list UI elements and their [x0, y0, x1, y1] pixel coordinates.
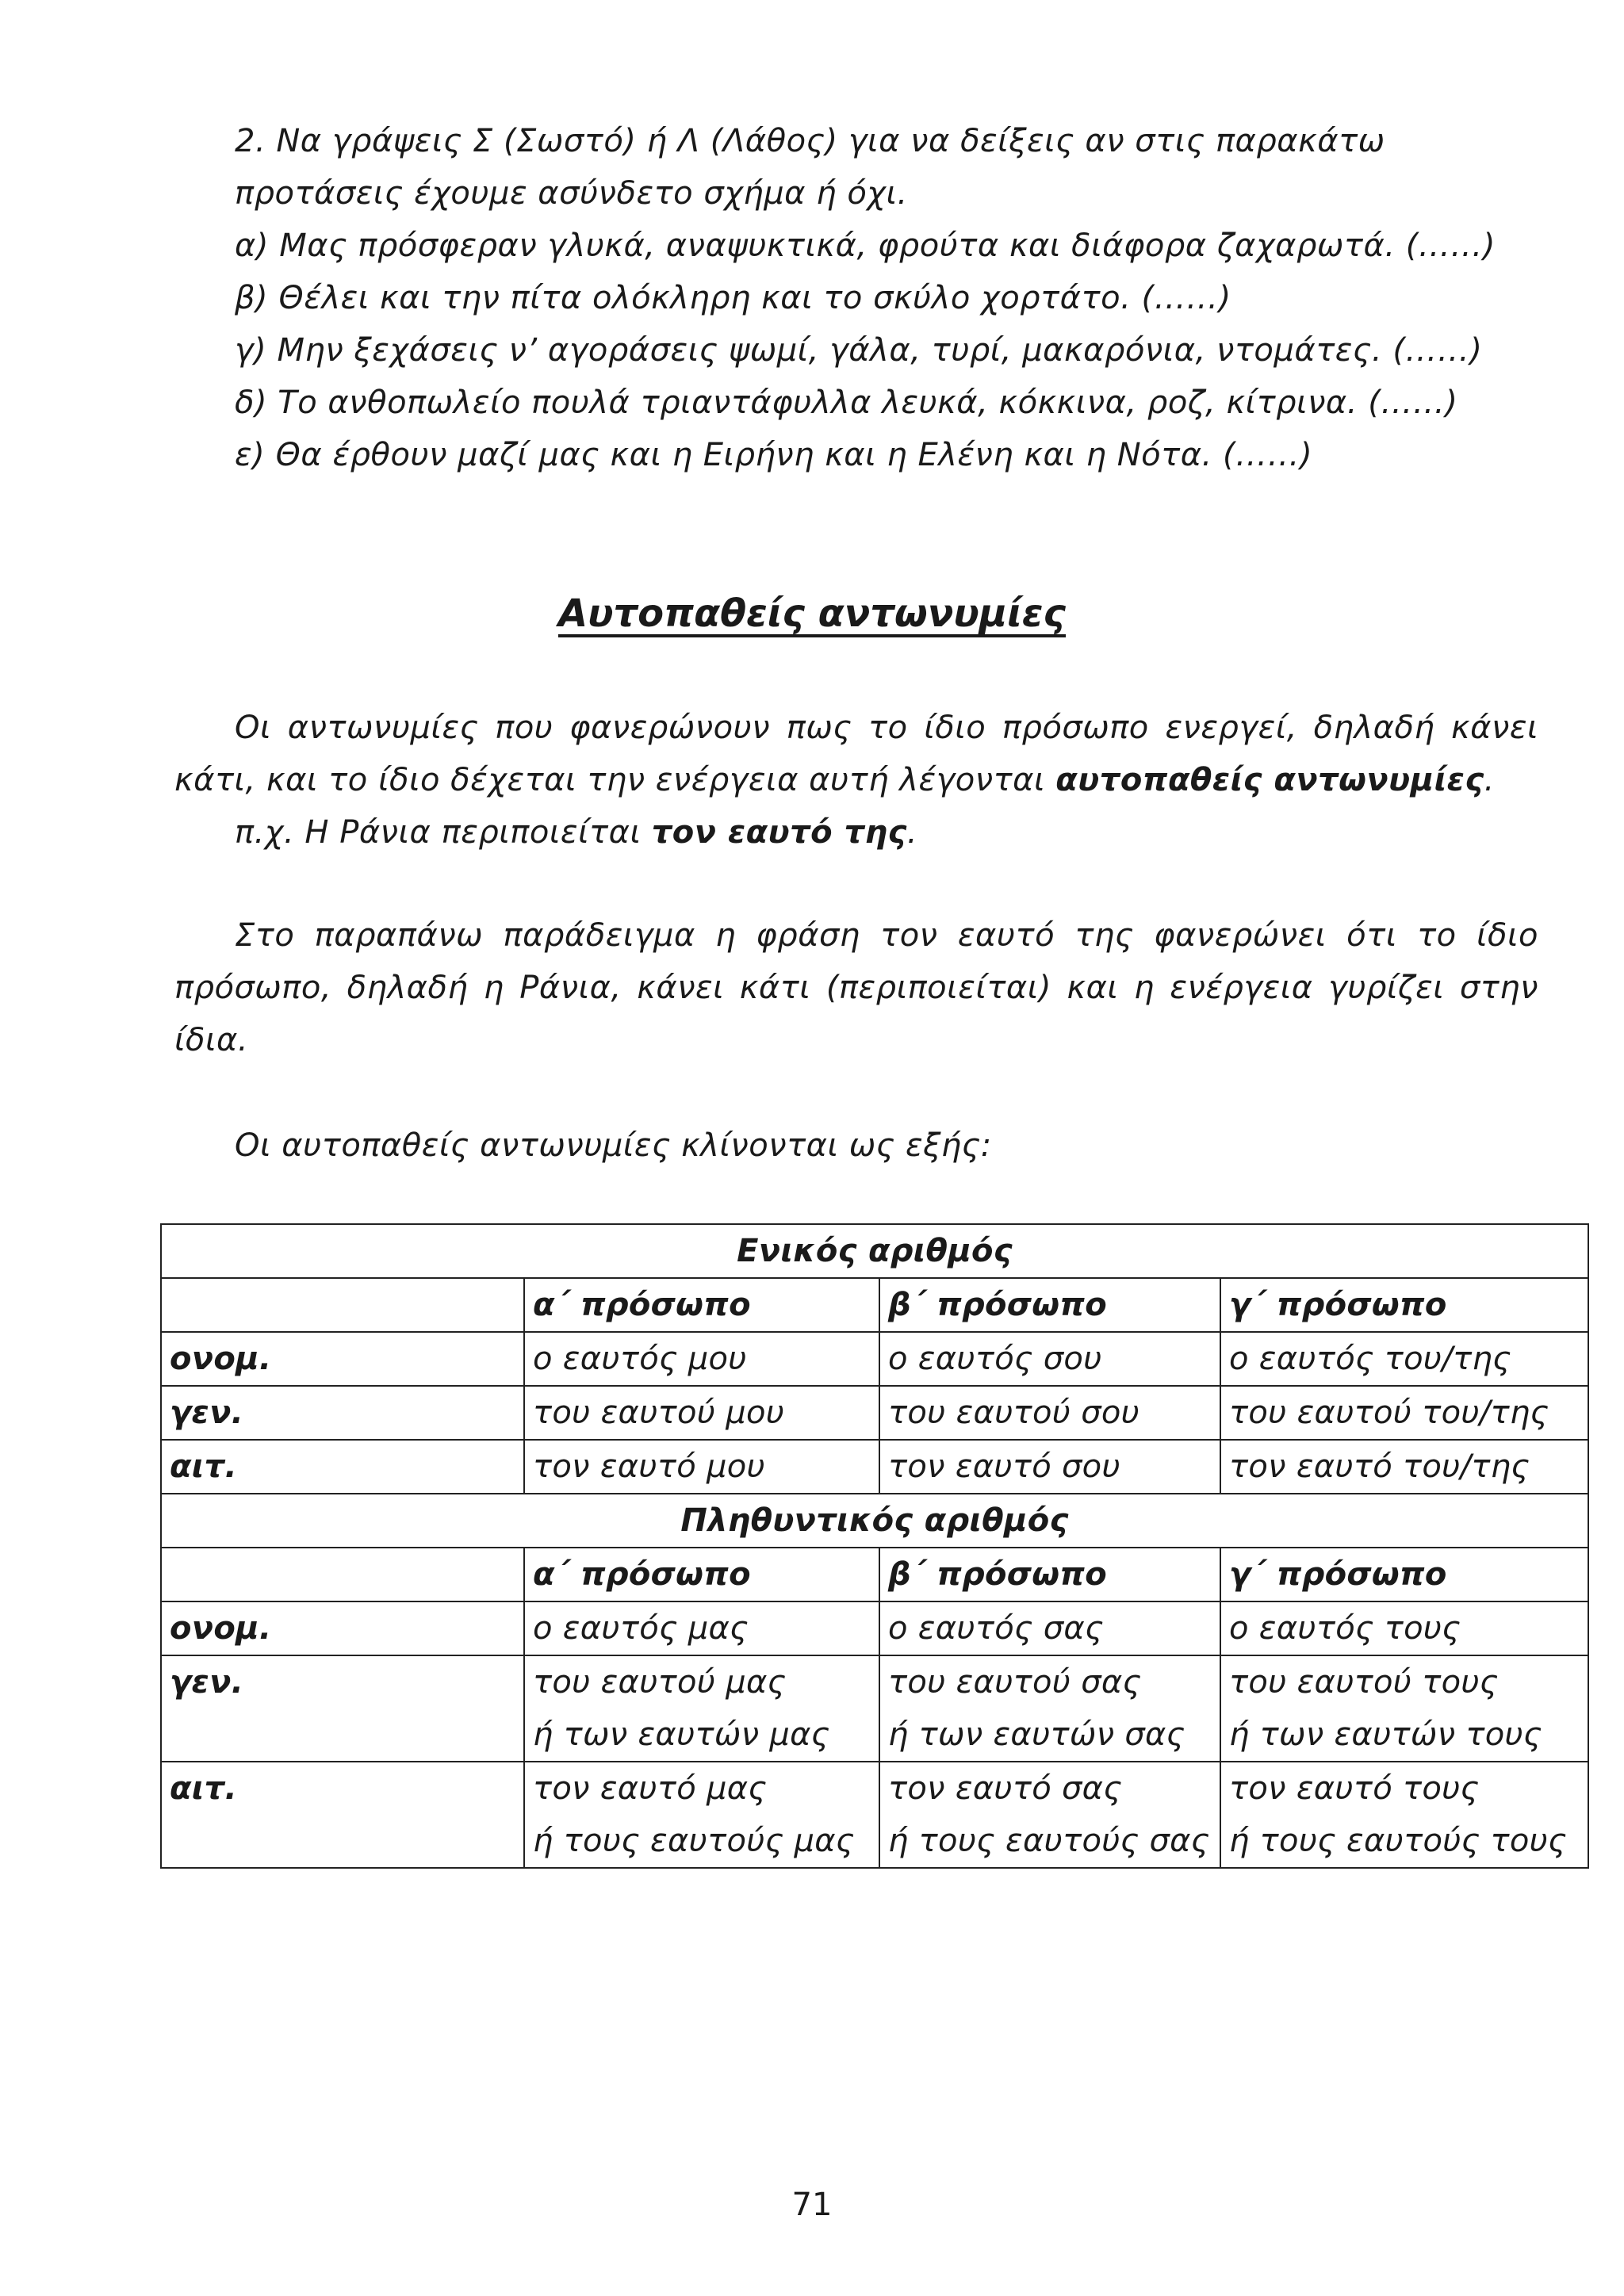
cell-line: τον εαυτό σας [888, 1770, 1123, 1807]
cell-line: ή τους εαυτούς σας [888, 1823, 1210, 1859]
example-term: τον εαυτό της [651, 814, 907, 851]
singular-title-row [161, 1224, 1588, 1278]
cell-line: του εαυτού τους [1229, 1664, 1499, 1701]
exercise-item-c: γ) Μην ξεχάσεις ν’ αγοράσεις ψωμί, γάλα, τυρί, μακαρόνια, ντομάτες. (……) [235, 332, 1483, 369]
table-cell: ο εαυτός σου [879, 1332, 1220, 1386]
example-prefix: π.χ. Η Ράνια περιποιείται [235, 814, 652, 851]
cell-line: ή των εαυτών σας [888, 1716, 1185, 1753]
singular-header-row [161, 1278, 1588, 1332]
table-cell [879, 1762, 1220, 1868]
table-row [161, 1440, 1588, 1494]
explanation-start: Στο παραπάνω παράδειγμα η φράση [235, 917, 881, 954]
exercise-prompt-line-1: 2. Να γράψεις Σ (Σωστό) ή Λ (Λάθος) για να δείξεις αν στις παρακάτω [235, 123, 1385, 159]
exercise-item-b: β) Θέλει και την πίτα ολόκληρη και το σκύλο χορτάτο. (……) [235, 280, 1231, 316]
explanation-phrase: τον εαυτό της [880, 917, 1134, 954]
person-1-header: α΄ πρόσωπο [524, 1548, 879, 1601]
table-cell [524, 1655, 879, 1762]
table-row [161, 1332, 1588, 1386]
plural-header-row [161, 1548, 1588, 1601]
explanation-end: φανερώνει ότι το ίδιο πρόσωπο, δηλαδή η Ράνια, κάνει κάτι (περιποιείται) και η ενέργεια γυρίζει στην ίδια. [174, 917, 1539, 1058]
case-label: αιτ. [161, 1440, 524, 1494]
cell-line: του εαυτού σας [888, 1664, 1142, 1701]
table-cell: του εαυτού σου [879, 1386, 1220, 1440]
case-label: ονομ. [161, 1601, 524, 1655]
table-cell [879, 1601, 1220, 1655]
exercise-prompt-line-2: προτάσεις έχουμε ασύνδετο σχήμα ή όχι. [235, 175, 908, 212]
definition-paragraph [174, 702, 1538, 806]
exercise-item-e: ε) Θα έρθουν μαζί μας και η Ειρήνη και η Ελένη και η Νότα. (……) [235, 437, 1313, 473]
definition-end: . [1484, 762, 1495, 798]
empty-corner-cell [161, 1548, 524, 1601]
cell-line: ο εαυτός τους [1229, 1610, 1461, 1647]
cell-line: ο εαυτός σας [888, 1610, 1104, 1647]
definition-term: αυτοπαθείς αντωνυμίες [1055, 762, 1484, 798]
page-number: 71 [791, 2187, 833, 2223]
declension-intro: Οι αυτοπαθείς αντωνυμίες κλίνονται ως εξής: [235, 1127, 992, 1164]
table-row [161, 1601, 1588, 1655]
cell-line: ή τους εαυτούς μας [533, 1823, 855, 1859]
cell-line: του εαυτού μας [533, 1664, 787, 1701]
plural-title: Πληθυντικός αριθμός [161, 1494, 1588, 1548]
table-cell: ο εαυτός του/της [1220, 1332, 1588, 1386]
cell-line: τον εαυτό τους [1229, 1770, 1480, 1807]
cell-line: ή τους εαυτούς τους [1229, 1823, 1567, 1859]
table-cell: ο εαυτός μου [524, 1332, 879, 1386]
empty-corner-cell [161, 1278, 524, 1332]
table-row [161, 1386, 1588, 1440]
exercise-item-a: α) Μας πρόσφεραν γλυκά, αναψυκτικά, φρούτα και διάφορα ζαχαρωτά. (……) [235, 228, 1496, 264]
example-paragraph [174, 806, 1538, 859]
case-label: ονομ. [161, 1332, 524, 1386]
table-cell [879, 1655, 1220, 1762]
table-cell: του εαυτού του/της [1220, 1386, 1588, 1440]
case-label: γεν. [161, 1386, 524, 1440]
singular-title: Ενικός αριθμός [161, 1224, 1588, 1278]
example-end: . [906, 814, 918, 851]
cell-line: ή των εαυτών μας [533, 1716, 830, 1753]
table-cell: τον εαυτό σου [879, 1440, 1220, 1494]
table-cell: τον εαυτό του/της [1220, 1440, 1588, 1494]
section-title: Αυτοπαθείς αντωνυμίες [557, 591, 1066, 636]
person-2-header: β΄ πρόσωπο [879, 1278, 1220, 1332]
table-cell: τον εαυτό μου [524, 1440, 879, 1494]
case-label: αιτ. [161, 1762, 524, 1868]
table-cell [524, 1601, 879, 1655]
table-cell [524, 1762, 879, 1868]
case-label: γεν. [161, 1655, 524, 1762]
cell-line: ο εαυτός μας [533, 1610, 749, 1647]
table-cell [1220, 1762, 1588, 1868]
cell-line: τον εαυτό μας [533, 1770, 768, 1807]
person-3-header: γ΄ πρόσωπο [1220, 1548, 1588, 1601]
declension-table [160, 1223, 1588, 1869]
cell-line: ή των εαυτών τους [1229, 1716, 1542, 1753]
person-1-header: α΄ πρόσωπο [524, 1278, 879, 1332]
person-3-header: γ΄ πρόσωπο [1220, 1278, 1588, 1332]
person-2-header: β΄ πρόσωπο [879, 1548, 1220, 1601]
definition-text: Οι αντωνυμίες που φανερώνουν πως το ίδιο πρόσωπο ενεργεί, δηλαδή κάνει κάτι, και το ίδιο δέχεται την ενέργεια αυτή λέγονται [174, 710, 1538, 798]
table-row [161, 1655, 1588, 1762]
table-cell [1220, 1655, 1588, 1762]
plural-title-row [161, 1494, 1588, 1548]
table-cell [1220, 1601, 1588, 1655]
exercise-item-d: δ) Το ανθοπωλείο πουλά τριαντάφυλλα λευκά, κόκκινα, ροζ, κίτρινα. (……) [235, 385, 1458, 421]
explanation-paragraph [174, 909, 1538, 1066]
table-row [161, 1762, 1588, 1868]
table-cell: του εαυτού μου [524, 1386, 879, 1440]
